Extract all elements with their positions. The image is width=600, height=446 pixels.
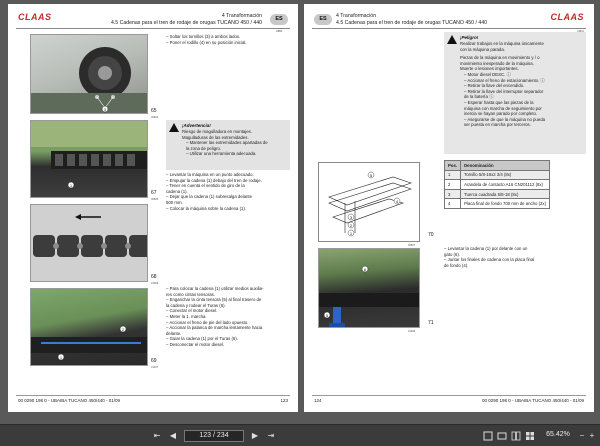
- chain-link-illustration: [31, 205, 148, 282]
- language-badge: ES: [270, 14, 288, 25]
- fit-width-icon[interactable]: [496, 429, 508, 443]
- svg-text:1: 1: [349, 231, 353, 236]
- figure-71-photo: [318, 248, 420, 328]
- svg-text:6: 6: [363, 267, 367, 272]
- roller-illustration: [31, 35, 148, 114]
- footer-page-number: 124: [314, 398, 322, 403]
- footer-doc: 00 0290 198 0 - UBAIBA TUCANO 450/440 - 01/09: [482, 398, 584, 403]
- figure-69-photo: [30, 288, 148, 366]
- parts-table: [444, 160, 550, 209]
- column-header: Pos.: [445, 161, 461, 171]
- figure-70-drawing: [318, 162, 420, 242]
- figure-number: 65: [151, 108, 157, 114]
- warning-triangle-icon: [169, 123, 179, 132]
- end-plate-drawing: [319, 163, 420, 242]
- footer-page-number: 123: [280, 398, 288, 403]
- figure-68-photo: [30, 204, 148, 282]
- svg-text:4: 4: [395, 199, 399, 204]
- header-rule: [16, 28, 290, 29]
- viewer-toolbar: [0, 424, 600, 446]
- two-page-view-icon[interactable]: [510, 429, 522, 443]
- claas-logo: CLAAS: [18, 12, 52, 22]
- table-row: 2 Arandela de contacto A16 CN201112 (8x): [445, 180, 550, 190]
- footer-doc: 00 0290 198 0 - UBAIBA TUCANO 450/440 - 01/09: [18, 398, 120, 403]
- next-page-button[interactable]: ▶: [251, 431, 259, 440]
- steps-tension: – Para colocar la cadena (1) utilizar medios auxilia- res como cintas tensoras. – Enganchar la cinta tensora (5) al final trasero de la cadena y rodear el Turas (6). – Conectar el motor diesel. – Meter la 1. marcha. – Accionar el freno de pie del lado opuesto. – Accionar la palanca de marcha lentamente hacia delante. – Guiar la cadena (1) por el Turas (6). – Desconectar el motor diesel.: [166, 286, 264, 347]
- steps-chain: – Levantar la máquina en un punto adecuado. – Empujar la cadena (1) debajo del tren de rodaje. – Tener en cuenta el sentido de giro de la cadena (1). – Dejar que la cadena (1) sobresalga delante 500 mm. – Colocar la máquina sobre la cadena (1).: [166, 172, 262, 211]
- zoom-out-button[interactable]: −: [579, 431, 585, 440]
- last-page-button[interactable]: ⇥: [267, 431, 275, 440]
- svg-text:2: 2: [349, 223, 353, 228]
- table-row: 4 Placa final de fondo 700 mm de ancho (2x): [445, 199, 550, 209]
- first-page-button[interactable]: ⇤: [153, 431, 161, 440]
- figure-65-photo: [30, 34, 148, 114]
- svg-text:5: 5: [369, 173, 373, 178]
- steps-loosen: – Soltar los tornillos (3) a ambos lados. – Poner el rodillo (4) en su posición inicial.: [166, 34, 247, 45]
- column-header: Denominación: [461, 161, 550, 171]
- table-row: 1 Tornillo 5/8-18x2 3/4 (8x): [445, 170, 550, 180]
- claas-logo: CLAAS: [550, 12, 584, 22]
- page-header: 4 Transformación 4.5 Cadenas para el tren de rodaje de orugas TUCANO 450 / 440: [336, 13, 488, 26]
- page-number-input[interactable]: 123 / 234: [184, 430, 244, 442]
- zoom-level[interactable]: 65.42%: [546, 431, 570, 438]
- svg-text:3: 3: [349, 215, 353, 220]
- danger-box: ¡Peligro! Realizar trabajos en la máquina únicamente con la máquina parada. Piezas de la máquina en movimiento y / o movimiento inesperado de la máquina. Muerte o lesiones importantes. – Motor diesel DESC. ⓘ – Accionar el freno de estacionamiento. ⓘ – Retirar la llave del encendido. – Retirar la llave del interruptor separador de la batería ⓘ – Esperar hasta que las piezas de la máquina con marcha de seguimiento por inercia se hayan parado por completo. – Asegurarse de que la máquina no pueda ser puesta en marcha por terceros.: [444, 32, 586, 154]
- jack-illustration: [319, 249, 420, 328]
- steps-join: – Levantar la cadena (1) por delante con un gato (6). – Juntar los finales de cadena con la placa final de fondo (4).: [444, 246, 535, 268]
- zoom-in-button[interactable]: +: [589, 431, 595, 440]
- previous-page-button[interactable]: ◀: [169, 431, 177, 440]
- svg-text:1: 1: [59, 355, 63, 360]
- page-123: CLAAS 4 Transformación 4.5 Cadenas para el tren de rodaje de orugas TUCANO 450 / 440 ES HB01 3 65 30823 – Soltar los tornillos (3) a ambos lados. – Poner el rodillo (4) en su posición inicial. 1 67 30825 ¡Advertencia! Riesgo de magulladura en montajes. Magulladuras de las extremidades. – Mantener las extremidades apartadas de la zona de peligro. – Utilizar una herramienta adecuada. – Levantar la máquina en un punto adecuado. – Empujar la cadena (1) debajo del tren de rodaje. – Tener en cuenta el sentido de giro de la cadena (1). – Dejar que la cadena (1) sobresalga delante 500 mm. – Colocar la máquina sobre la cadena (1). 68 24009 1 2 69 31107 – Para colocar la cadena (1) utilizar medios auxilia- res como cintas tensoras. – Enganchar la cinta tensora (5) al final trasero de la cadena y rodear el Turas (6). – Conectar el motor diesel. – Meter la 1. marcha. – Accionar el freno de pie del lado opuesto. – Accionar la palanca de marcha lentamente hacia delante. – Guiar la cadena (1) por el Turas (6). – Desconectar el motor diesel. 00 0290 198 0 - UBAIBA TUCANO 450/440 - 01/09 123: [8, 4, 298, 412]
- danger-triangle-icon: [447, 35, 457, 44]
- grid-view-icon[interactable]: [524, 429, 536, 443]
- table-row: 3 Tuerca cuadrada 5/8-18 (8x): [445, 189, 550, 199]
- warning-box: ¡Advertencia! Riesgo de magulladura en montajes. Magulladuras de las extremidades. – Mantener las extremidades apartadas de la zona de peligro. – Utilizar una herramienta adecuada.: [166, 120, 290, 170]
- figure-67-photo: [30, 120, 148, 198]
- tensioning-illustration: [31, 289, 148, 366]
- language-badge: ES: [314, 14, 332, 25]
- page-124: ES 4 Transformación 4.5 Cadenas para el tren de rodaje de orugas TUCANO 450 / 440 CLAAS ¡Peligro! Realizar trabajos en la máquina únicamente con la máquina parada. Piezas de la máquina en movimiento y / o movimiento inesperado de la máquina. Muerte o lesiones importantes. – Motor diesel DESC. ⓘ – Accionar el freno de estacionamiento. ⓘ – Retirar la llave del encendido. – Retirar la llave del interruptor separador de la batería ⓘ – Esperar hasta que las piezas de la máquina con marcha de seguimiento por inercia se hayan parado por completo. – Asegurarse de que la máquina no pueda ser puesta en marcha por terceros. 5 4 3 2 1 70 30827 Pos. Denominación 1 Tornillo 5/8-18x2 3/4 (8x) 2 Arandela de contacto A16 CN201112 (8x) 3 Tuerca cuadrada 5/8-18 (8x) 4 Placa final de fondo 700 mm de ancho (2x) 6 5 71 31093 – Levantar la cadena (1) por delante con un gato (6). – Juntar los finales de cadena con la placa final de fondo (4). 124 00 0290 198 0 - UBAIBA TUCANO 450/440 - 01/09: [304, 4, 594, 412]
- svg-text:1: 1: [69, 183, 73, 188]
- svg-text:5: 5: [325, 313, 329, 318]
- track-chain-illustration: [31, 121, 148, 198]
- fit-page-icon[interactable]: [482, 429, 494, 443]
- svg-text:2: 2: [121, 327, 125, 332]
- svg-text:3: 3: [103, 107, 107, 112]
- page-header: 4 Transformación 4.5 Cadenas para el tren de rodaje de orugas TUCANO 450 / 440: [110, 13, 262, 26]
